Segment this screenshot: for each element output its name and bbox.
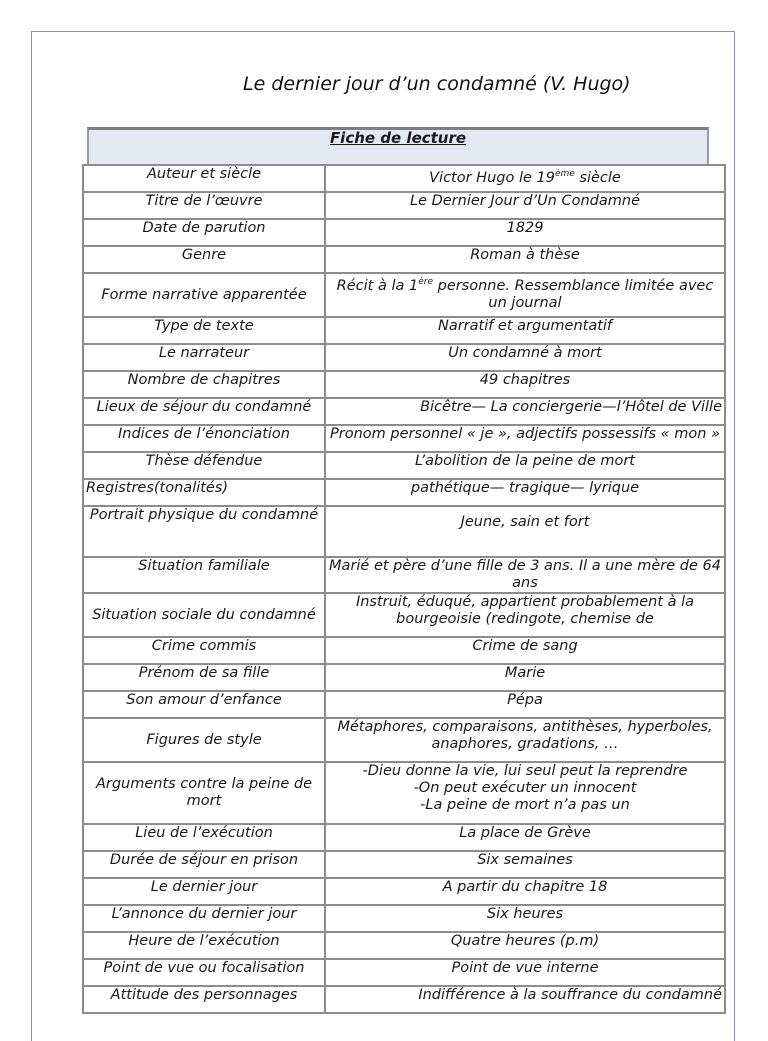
- row-label: Heure de l’exécution: [83, 932, 325, 959]
- table-row: [83, 557, 725, 593]
- table-row: [83, 905, 725, 932]
- row-value: L’abolition de la peine de mort: [325, 452, 725, 479]
- row-label: Thèse défendue: [83, 452, 325, 479]
- table-row: [83, 824, 725, 851]
- document-title: Le dernier jour d’un condamné (V. Hugo): [243, 73, 631, 95]
- table-row: [83, 932, 725, 959]
- table-row: [83, 479, 725, 506]
- table-row: [83, 452, 725, 479]
- table-row: [83, 273, 725, 317]
- narrative-form-suffix: personne. Ressemblance limitée avec un journal: [433, 277, 714, 311]
- row-value: Six heures: [325, 905, 725, 932]
- row-value: Jeune, sain et fort: [325, 506, 725, 557]
- row-label: Crime commis: [83, 637, 325, 664]
- row-value: La place de Grève: [325, 824, 725, 851]
- row-label: Lieux de séjour du condamné: [83, 398, 325, 425]
- row-value: Crime de sang: [325, 637, 725, 664]
- row-value: Quatre heures (p.m): [325, 932, 725, 959]
- table-row: [83, 317, 725, 344]
- row-label: Situation familiale: [83, 557, 325, 593]
- row-value: Un condamné à mort: [325, 344, 725, 371]
- row-label: Le narrateur: [83, 344, 325, 371]
- table-row: [83, 219, 725, 246]
- row-value: Pronom personnel « je », adjectifs possessifs « mon »: [325, 425, 725, 452]
- row-label: Forme narrative apparentée: [83, 273, 325, 317]
- table-row: [83, 718, 725, 762]
- reading-sheet-table: [82, 164, 726, 1014]
- row-value: Indifférence à la souffrance du condamné: [325, 986, 725, 1013]
- document-page: [31, 31, 735, 1041]
- row-value: Point de vue interne: [325, 959, 725, 986]
- table-row: [83, 506, 725, 557]
- row-label: Son amour d’enfance: [83, 691, 325, 718]
- sheet-heading: [87, 127, 709, 164]
- table-row: [83, 192, 725, 219]
- table-row: [83, 246, 725, 273]
- row-label: Date de parution: [83, 219, 325, 246]
- row-label: Attitude des personnages: [83, 986, 325, 1013]
- table-row: [83, 637, 725, 664]
- row-label: Durée de séjour en prison: [83, 851, 325, 878]
- table-row: [83, 344, 725, 371]
- table-row: [83, 762, 725, 824]
- row-label: Registres(tonalités): [83, 479, 325, 506]
- row-value: Métaphores, comparaisons, antithèses, hyperboles, anaphores, gradations, …: [325, 718, 725, 762]
- row-label: Genre: [83, 246, 325, 273]
- table-row: [83, 851, 725, 878]
- row-value: pathétique— tragique— lyrique: [325, 479, 725, 506]
- narrative-form-prefix: Récit à la 1: [336, 277, 419, 294]
- row-label: Point de vue ou focalisation: [83, 959, 325, 986]
- row-label: Prénom de sa fille: [83, 664, 325, 691]
- row-label: Le dernier jour: [83, 878, 325, 905]
- row-label: Arguments contre la peine de mort: [83, 762, 325, 824]
- table-row: [83, 986, 725, 1013]
- table-row: [83, 165, 725, 192]
- table-row: [83, 691, 725, 718]
- row-label: Indices de l’énonciation: [83, 425, 325, 452]
- row-value: -Dieu donne la vie, lui seul peut la reprendre -On peut exécuter un innocent -La peine de mort n’a pas un: [325, 762, 725, 824]
- author-value-prefix: Victor Hugo le 19: [429, 169, 555, 186]
- table-row: [83, 371, 725, 398]
- row-value: Narratif et argumentatif: [325, 317, 725, 344]
- row-value: A partir du chapitre 18: [325, 878, 725, 905]
- row-label: Lieu de l’exécution: [83, 824, 325, 851]
- row-value: Bicêtre— La conciergerie—l’Hôtel de Ville: [325, 398, 725, 425]
- row-label: Titre de l’œuvre: [83, 192, 325, 219]
- row-label: Auteur et siècle: [83, 165, 325, 192]
- row-value: [325, 273, 725, 317]
- table-row: [83, 664, 725, 691]
- row-value: Le Dernier Jour d’Un Condamné: [325, 192, 725, 219]
- author-value-sup: ème: [554, 169, 575, 179]
- row-value: Marié et père d’une fille de 3 ans. Il a une mère de 64 ans: [325, 557, 725, 593]
- row-label: L’annonce du dernier jour: [83, 905, 325, 932]
- row-value: Pépa: [325, 691, 725, 718]
- row-value: 49 chapitres: [325, 371, 725, 398]
- table-row: [83, 425, 725, 452]
- row-value: Six semaines: [325, 851, 725, 878]
- row-label: Situation sociale du condamné: [83, 593, 325, 637]
- table-row: [83, 959, 725, 986]
- table-row: [83, 593, 725, 637]
- row-label: Portrait physique du condamné: [83, 506, 325, 557]
- table-row: [83, 398, 725, 425]
- author-value-suffix: siècle: [574, 169, 621, 186]
- table-row: [83, 878, 725, 905]
- row-label: Figures de style: [83, 718, 325, 762]
- row-value: [325, 165, 725, 192]
- row-value: Roman à thèse: [325, 246, 725, 273]
- row-label: Nombre de chapitres: [83, 371, 325, 398]
- narrative-form-sup: ère: [418, 277, 433, 287]
- row-value: Marie: [325, 664, 725, 691]
- row-value: Instruit, éduqué, appartient probablement à la bourgeoisie (redingote, chemise de: [325, 593, 725, 637]
- row-label: Type de texte: [83, 317, 325, 344]
- row-value: 1829: [325, 219, 725, 246]
- sheet-heading-text: Fiche de lecture: [329, 129, 467, 147]
